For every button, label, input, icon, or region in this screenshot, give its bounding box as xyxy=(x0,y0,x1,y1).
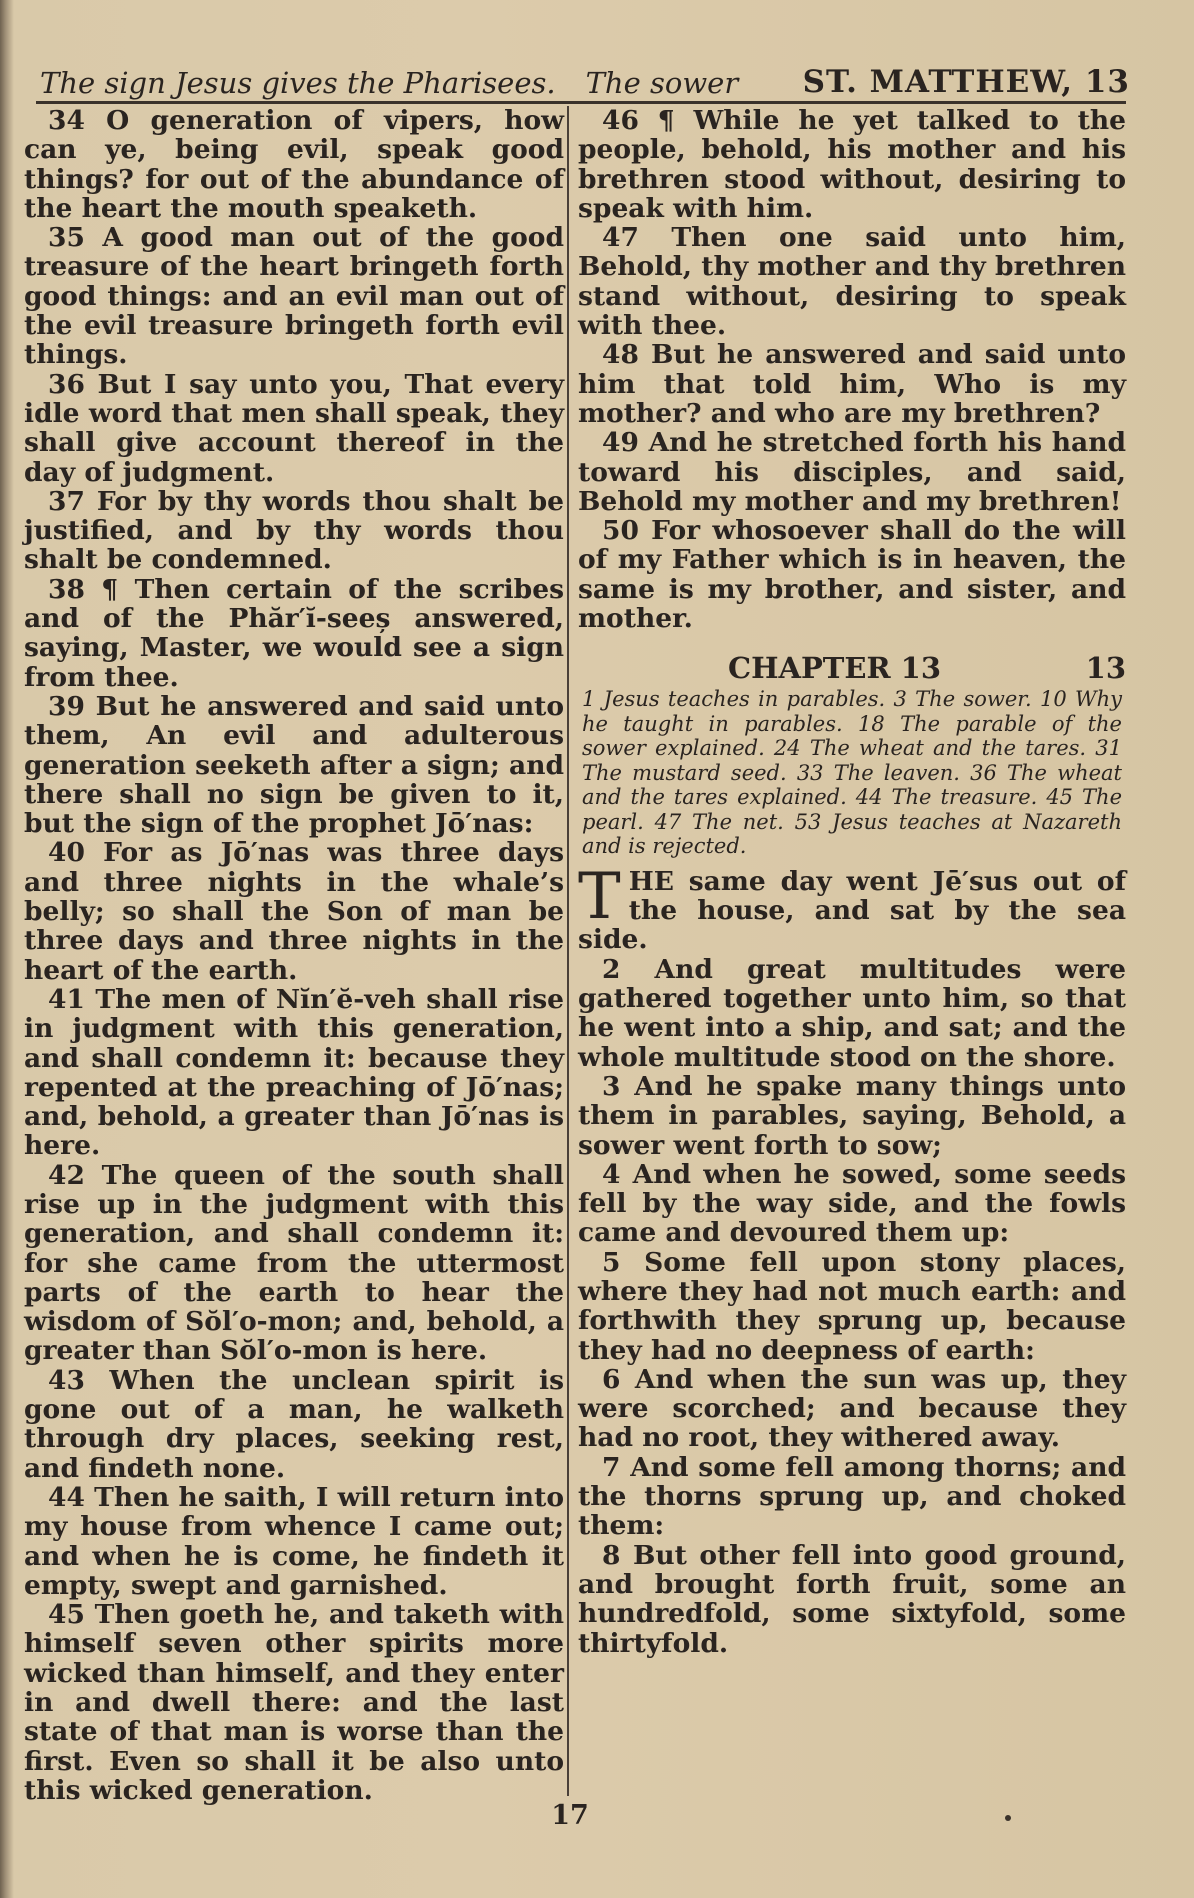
verse: 50 For whosoever shall do the will of my Father which is in heaven, the same is my brother, and sister, and mother. xyxy=(578,515,1126,635)
verse: 39 But he answered and said unto them, An evil and adulterous generation seeketh after a sign; and there shall no sign be given to it, but the sign of the prophet Jō′nas: xyxy=(24,690,564,840)
chapter-opening xyxy=(578,859,1126,956)
chapter-summary: 1 Jesus teaches in parables. 3 The sower. 10 Why he taught in parables. 18 The parable of the sower explained. 24 The wheat and the tares. 31 The mustard seed. 33 The leaven. 36 The wheat and the tares explained. 44 The treasure. 45 The pearl. 47 The net. 53 Jesus teaches at Nazareth and is rejected. xyxy=(582,687,1122,859)
verse: 2 And great multitudes were gathered together unto him, so that he went into a ship, and sat; and the whole multitude stood on the shore. xyxy=(578,953,1126,1073)
header-middle-caption: The sower xyxy=(585,66,739,100)
chapter-title: CHAPTER 13 xyxy=(728,651,942,686)
verse: 43 When the unclean spirit is gone out of a man, he walketh through dry places, seeking rest, and findeth none. xyxy=(24,1364,564,1484)
column-divider xyxy=(567,106,569,1796)
verse: 4 And when he sowed, some seeds fell by the way side, and the fowls came and devoured them up: xyxy=(578,1158,1126,1249)
verse: 44 Then he saith, I will return into my house from whence I came out; and when he is come, he findeth it empty, swept and garnished. xyxy=(24,1481,564,1601)
verse: 42 The queen of the south shall rise up in the judgment with this generation, and shall condemn it: for she came from the uttermost parts of the earth to hear the wisdom of Sŏl′o-mon; and, behold, a greater than Sŏl′o-mon is here. xyxy=(24,1159,564,1367)
right-column xyxy=(578,106,1126,1658)
verse: 40 For as Jō′nas was three days and three nights in the whale’s belly; so shall the Son of man be three days and three nights in the heart of the earth. xyxy=(24,837,564,986)
verse: 37 For by thy words thou shalt be justified, and by thy words thou shalt be condemned. xyxy=(24,485,564,576)
verse: 3 And he spake many things unto them in parables, saying, Behold, a sower went forth to sow; xyxy=(578,1070,1126,1161)
verse-first: HE same day went Jē′sus out of the house, and sat by the sea side. xyxy=(578,865,1126,956)
verse: 38 ¶ Then certain of the scribes and of the Phăr′ĭ-seeș answered, saying, Master, we would see a sign from thee. xyxy=(24,573,564,693)
chapter-number: 13 xyxy=(1085,651,1126,686)
verse: 8 But other fell into good ground, and brought forth fruit, some an hundredfold, some sixtyfold, some thirtyfold. xyxy=(578,1539,1126,1659)
verse: 49 And he stretched forth his hand toward his disciples, and said, Behold my mother and my brethren! xyxy=(578,427,1126,517)
verse: 7 And some fell among thorns; and the thorns sprung up, and choked them: xyxy=(578,1451,1126,1542)
chapter-heading xyxy=(578,651,1126,685)
verse: 6 And when the sun was up, they were scorched; and because they had no root, they withered away. xyxy=(578,1363,1126,1454)
verse: 47 Then one said unto him, Behold, thy mother and thy brethren stand without, desiring to speak with thee. xyxy=(578,222,1126,342)
header-left-caption: The sign Jesus gives the Pharisees. xyxy=(40,66,556,100)
drop-cap: T xyxy=(578,859,621,934)
verse: 41 The men of Nĭn′ĕ-veh shall rise in judgment with this generation, and shall condemn it: because they repented at the preaching of Jō′nas; and, behold, a greater than Jō′nas is here. xyxy=(24,983,564,1162)
verse: 45 Then goeth he, and taketh with himself seven other spirits more wicked than himself, and they enter in and dwell there: and the last state of that man is worse than the first. Even so shall it be also unto this wicked generation. xyxy=(24,1599,564,1806)
header-rule xyxy=(36,101,1126,104)
verse: 48 But he answered and said unto him that told him, Who is my mother? and who are my brethren? xyxy=(578,339,1126,429)
verse: 35 A good man out of the good treasure of the heart bringeth forth good things: and an evil man out of the evil treasure bringeth forth evil things. xyxy=(24,222,564,371)
verse: 34 O generation of vipers, how can ye, being evil, speak good things? for out of the abundance of the heart the mouth speaketh. xyxy=(24,105,564,224)
running-header xyxy=(40,50,1130,100)
ink-speck xyxy=(1005,1815,1011,1821)
verse: 36 But I say unto you, That every idle word that men shall speak, they shall give account thereof in the day of judgment. xyxy=(24,368,564,488)
verse: 5 Some fell upon stony places, where they had not much earth: and forthwith they sprung up, because they had no deepness of earth: xyxy=(578,1246,1126,1366)
page-number: 17 xyxy=(551,1800,589,1831)
header-book-chapter: ST. MATTHEW, 13 xyxy=(802,64,1130,100)
verse: 46 ¶ While he yet talked to the people, behold, his mother and his brethren stood without, desiring to speak with him. xyxy=(578,105,1126,224)
left-column xyxy=(24,106,564,1805)
